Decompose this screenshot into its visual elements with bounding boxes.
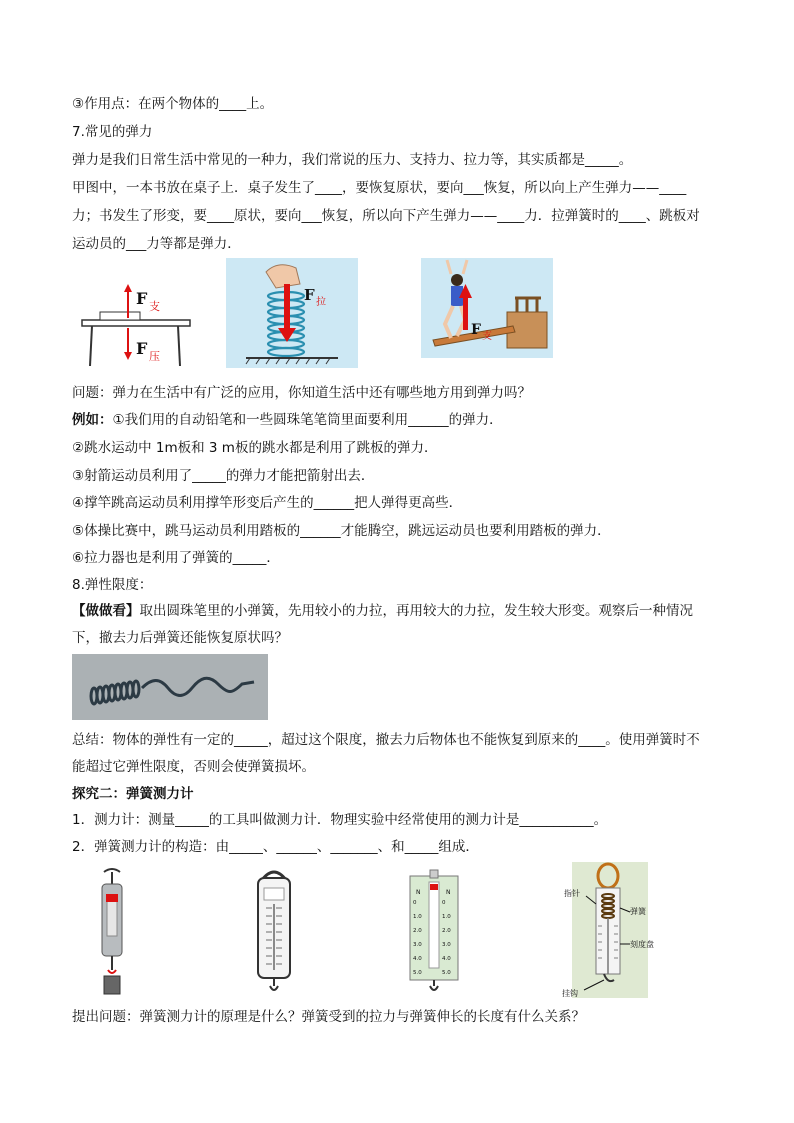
summary-line: 总结：物体的弹性有一定的_____，超过这个限度，撤去力后物体也不能恢复到原来的____。使用弹簧时不 [72, 732, 700, 748]
f-support-label: F [136, 289, 148, 308]
text-line: 1．测力计：测量_____的工具叫做测力计．物理实验中经常使用的测力计是___________。 [72, 812, 608, 828]
section-heading: 7.常见的弹力 [72, 124, 153, 140]
tick-label-left: 5.0 [413, 970, 422, 976]
spring-label: 弹簧 [630, 907, 646, 916]
text-line: 甲图中，一本书放在桌子上．桌子发生了____，要恢复原状，要向___恢复，所以向上产生弹力——____ [72, 180, 687, 196]
tick-label-right: 4.0 [442, 956, 451, 962]
f-support-sub: 支 [149, 300, 160, 313]
question-line: 问题：弹力在生活中有广泛的应用，你知道生活中还有哪些地方用到弹力吗？ [72, 385, 531, 401]
tick-label-left: 0 [413, 900, 417, 906]
tick-label-right: 0 [442, 900, 446, 906]
tick-label-left: 1.0 [413, 914, 422, 920]
spring-pull-figure [226, 258, 358, 368]
question-line: 提出问题：弹簧测力计的原理是什么？弹簧受到的拉力与弹簧伸长的长度有什么关系？ [72, 1009, 585, 1025]
table-figure [78, 282, 198, 372]
f-diver-label: F [471, 322, 481, 338]
example-line: ③射箭运动员利用了_____的弹力才能把箭射出去． [72, 468, 375, 484]
tick-label-right: 2.0 [442, 928, 451, 934]
dial-label: 刻度盘 [630, 940, 654, 949]
try-text: 取出圆珠笔里的小弹簧，先用较小的力拉，再用较大的力拉，发生较大形变。观察后一种情况 [139, 603, 693, 619]
try-label: 【做做看】 [72, 603, 140, 619]
text-line: 弹力是我们日常生活中常见的一种力，我们常说的压力、支持力、拉力等，其实质都是_____。 [72, 152, 633, 168]
f-pull-label: F [304, 286, 315, 304]
example-line: ②跳水运动中 1m板和 3 m板的跳水都是利用了跳板的弹力． [72, 440, 438, 456]
f-diver-sub: 支 [482, 331, 492, 342]
example-line: ⑤体操比赛中，跳马运动员利用踏板的______才能腾空，跳远运动员也要利用踏板的弹力． [72, 523, 611, 539]
try-line-2: 下，撤去力后弹簧还能恢复原状吗？ [72, 630, 288, 646]
text-line: 运动员的___力等都是弹力． [72, 236, 241, 252]
summary-line: 能超过它弹性限度，否则会使弹簧损坏。 [72, 759, 315, 775]
spring-scale-figure-2 [254, 866, 294, 998]
unit-n-left: N [416, 889, 421, 896]
pointer-label: 指针 [564, 889, 580, 898]
tick-label-left: 2.0 [413, 928, 422, 934]
hook-label: 挂钩 [562, 989, 578, 998]
text-line: ③作用点：在两个物体的____上。 [72, 96, 274, 112]
diver-figure [421, 258, 553, 358]
tick-label-right: 1.0 [442, 914, 451, 920]
f-pressure-label: F [136, 339, 148, 358]
f-pull-sub: 拉 [316, 297, 326, 308]
text-line: 2．弹簧测力计的构造：由_____、______、_______、和_____组成． [72, 839, 479, 855]
spring-scale-figure-1 [94, 866, 130, 998]
example-line: ⑥拉力器也是利用了弹簧的_____． [72, 550, 280, 566]
try-line [72, 599, 732, 623]
section-heading: 8.弹性限度： [72, 577, 153, 593]
example-text: ①我们用的自动铅笔和一些圆珠笔笔筒里面要利用______的弹力． [112, 412, 503, 428]
tick-label-right: 5.0 [442, 970, 451, 976]
spring-scale-structure-figure [560, 862, 658, 998]
spring-scale-figure-3 [408, 866, 460, 998]
f-pressure-sub: 压 [149, 350, 160, 363]
section-heading: 探究二：弹簧测力计 [72, 786, 194, 802]
unit-n-right: N [446, 889, 451, 896]
example-label: 例如： [72, 412, 113, 428]
text-line: 力；书发生了形变，要____原状，要向___恢复，所以向下产生弹力——____力．拉弹簧时的____、跳板对 [72, 208, 700, 224]
tick-label-left: 4.0 [413, 956, 422, 962]
tick-label-left: 3.0 [413, 942, 422, 948]
example-line [72, 408, 732, 432]
tick-label-right: 3.0 [442, 942, 451, 948]
example-line: ④撑竿跳高运动员利用撑竿形变后产生的______把人弹得更高些． [72, 495, 463, 511]
stretched-spring-photo [72, 654, 268, 720]
